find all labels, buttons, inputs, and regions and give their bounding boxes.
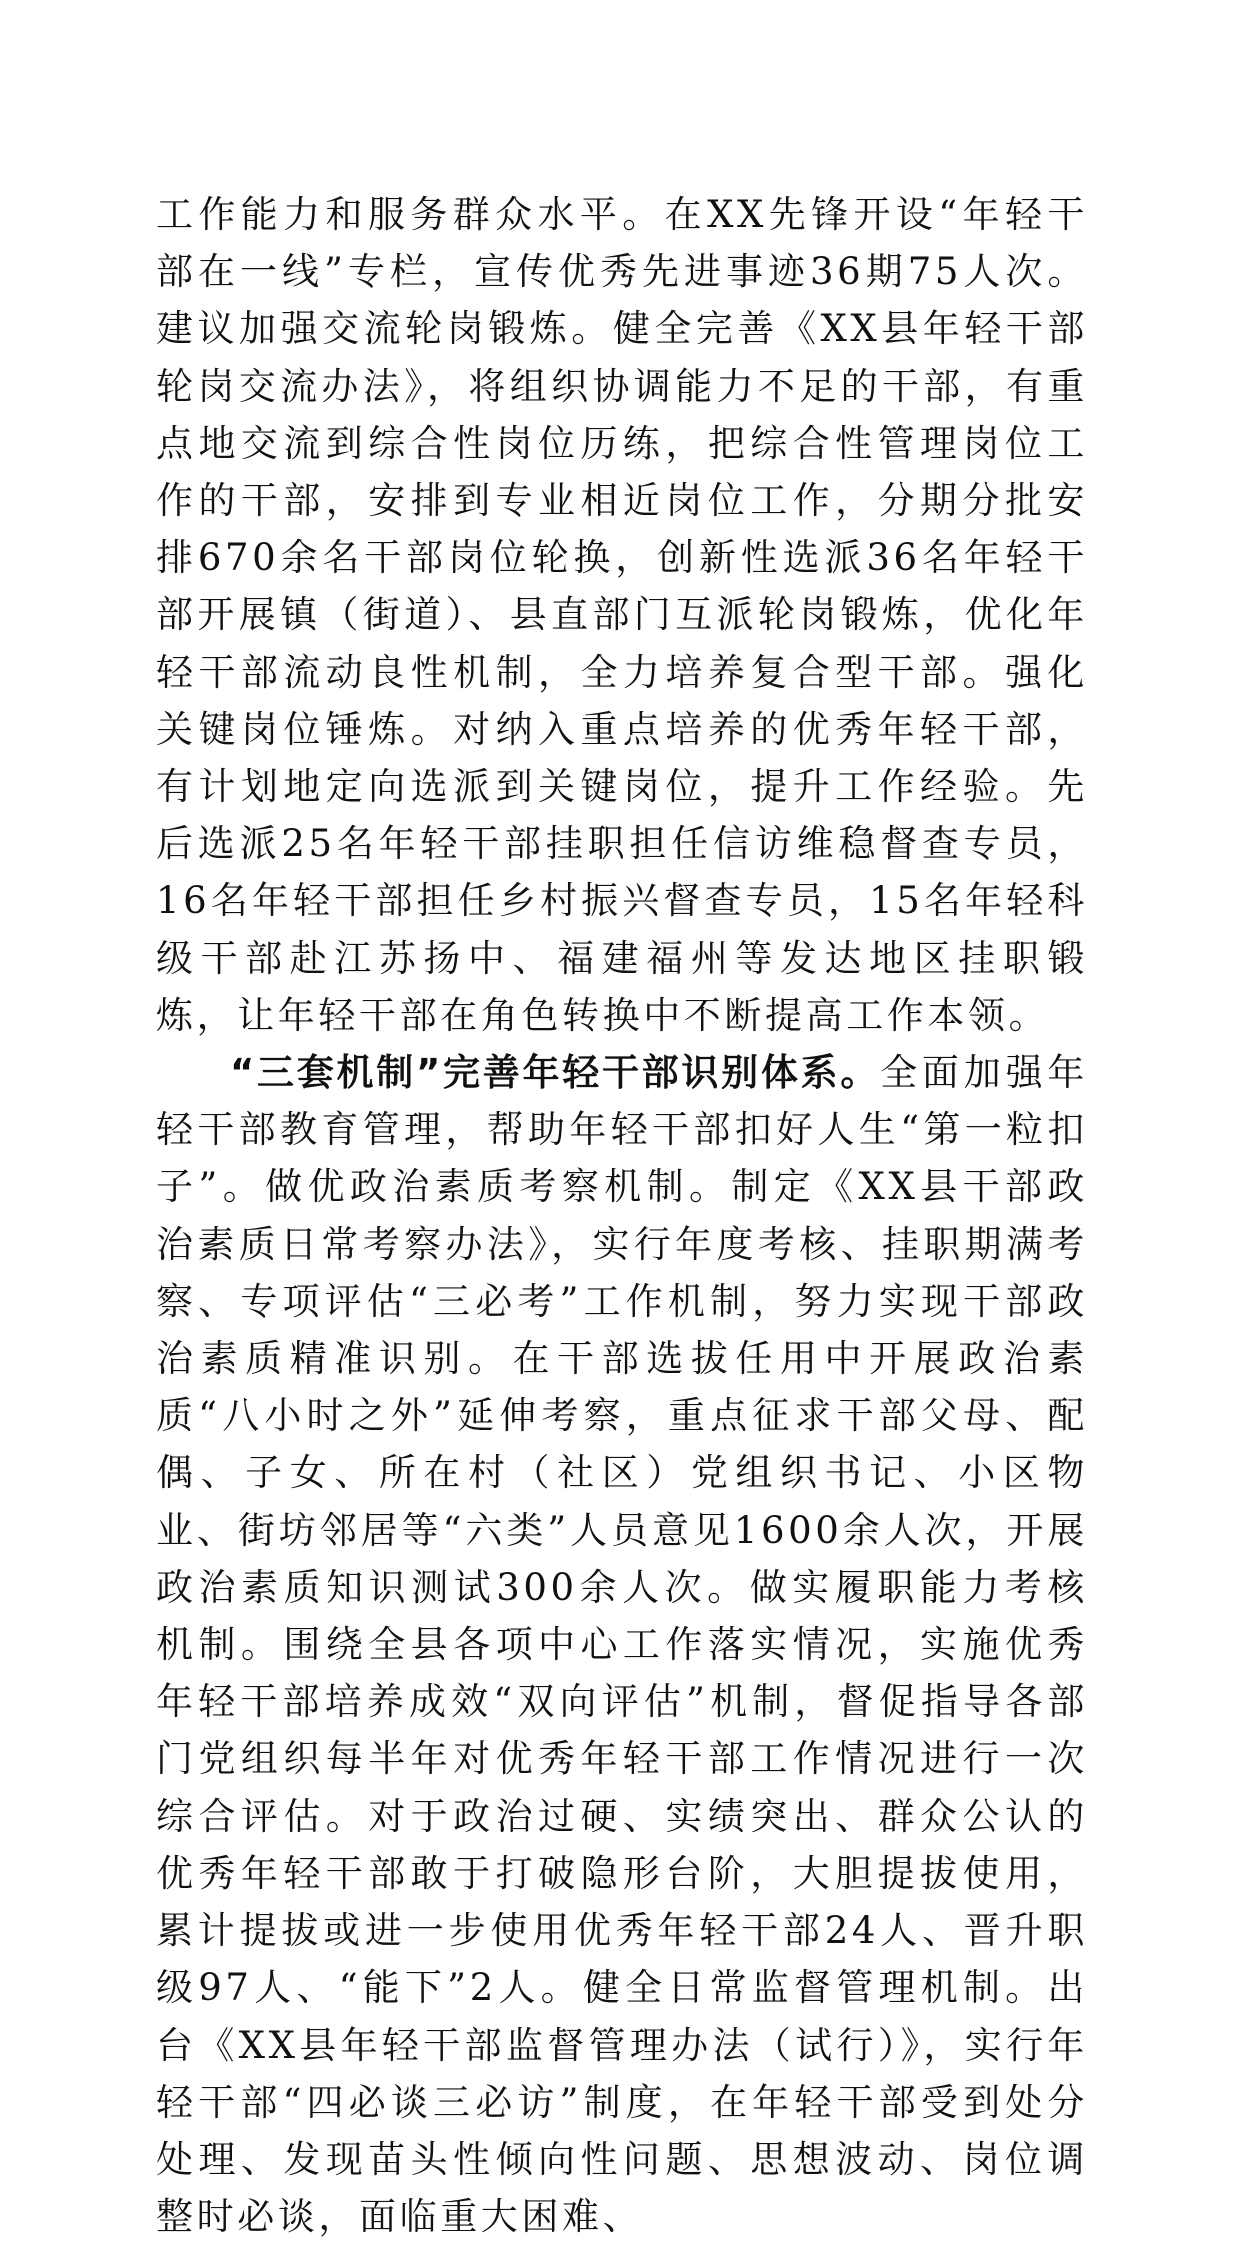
- paragraph-text-1: 工作能力和服务群众水平。在XX先锋开设“年轻干部在一线”专栏，宣传优秀先进事迹36期75人次。建议加强交流轮岗锻炼。健全完善《XX县年轻干部轮岗交流办法》，将组织协调能力不足的干部，有重点地交流到综合性岗位历练，把综合性管理岗位工作的干部，安排到专业相近岗位工作，分期分批安排670余名干部岗位轮换，创新性选派36名年轻干部开展镇（街道）、县直部门互派轮岗锻炼，优化年轻干部流动良性机制，全力培养复合型干部。强化关键岗位锤炼。对纳入重点培养的优秀年轻干部，有计划地定向选派到关键岗位，提升工作经验。先后选派25名年轻干部挂职担任信访维稳督查专员，16名年轻干部担任乡村振兴督查专员，15名年轻科级干部赴江苏扬中、福建福州等发达地区挂职锻炼，让年轻干部在角色转换中不断提高工作本领。: [156, 193, 1088, 1037]
- paragraph-text-2: 全面加强年轻干部教育管理，帮助年轻干部扣好人生“第一粒扣子”。做优政治素质考察机制。制定《XX县干部政治素质日常考察办法》，实行年度考核、挂职期满考察、专项评估“三必考”工作机制，努力实现干部政治素质精准识别。在干部选拔任用中开展政治素质“八小时之外”延伸考察，重点征求干部父母、配偶、子女、所在村（社区）党组织书记、小区物业、街坊邻居等“六类”人员意见1600余人次，开展政治素质知识测试300余人次。做实履职能力考核机制。围绕全县各项中心工作落实情况，实施优秀年轻干部培养成效“双向评估”机制，督促指导各部门党组织每半年对优秀年轻干部工作情况进行一次综合评估。对于政治过硬、实绩突出、群众公认的优秀年轻干部敢于打破隐形台阶，大胆提拔使用，累计提拔或进一步使用优秀年轻干部24人、晋升职级97人、“能下”2人。健全日常监督管理机制。出台《XX县年轻干部监督管理办法（试行）》，实行年轻干部“四必谈三必访”制度，在年轻干部受到处分处理、发现苗头性倾向性问题、思想波动、岗位调整时必谈，面临重大困难、: [156, 1051, 1089, 2239]
- body-paragraph-2: [156, 1044, 1088, 2245]
- document-page: [156, 186, 1088, 2245]
- paragraph-lead-2: “三套机制”完善年轻干部识别体系。: [230, 1051, 881, 1095]
- body-paragraph-1: [156, 186, 1088, 1044]
